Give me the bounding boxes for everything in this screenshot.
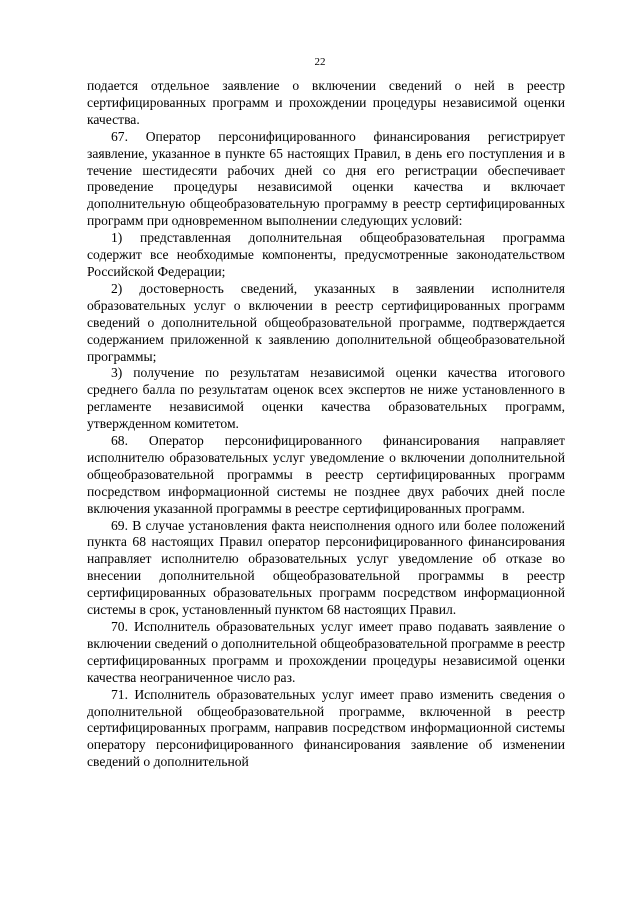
paragraph-67-item-2: 2) достоверность сведений, указанных в заявлении исполнителя образовательных услуг о включении в реестр сертифицированных программ сведений о дополнительной общеобразовательной программе, подтверждается содержанием приложенной к заявлению дополнительной общеобразовательной программы; xyxy=(87,280,565,364)
paragraph-67: 67. Оператор персонифицированного финансирования регистрирует заявление, указанное в пункте 65 настоящих Правил, в день его поступления и в течение шестидесяти рабочих дней со дня его регистрации обеспечивает проведение процедуры независимой оценки качества и включает дополнительную общеобразовательную программу в реестр сертифицированных программ при одновременном выполнении следующих условий: xyxy=(87,128,565,229)
document-body xyxy=(87,78,565,771)
paragraph-71: 71. Исполнитель образовательных услуг имеет право изменить сведения о дополнительной общеобразовательной программе, включенной в реестр сертифицированных программ, направив посредством информационной системы оператору персонифицированного финансирования заявление об изменении сведений о дополнительной xyxy=(87,686,565,770)
paragraph-70: 70. Исполнитель образовательных услуг имеет право подавать заявление о включении сведений о дополнительной общеобразовательной программе в реестр сертифицированных программ и прохождении процедуры независимой оценки качества неограниченное число раз. xyxy=(87,619,565,685)
page-number: 22 xyxy=(314,56,326,68)
paragraph-69: 69. В случае установления факта неисполнения одного или более положений пункта 68 настоящих Правил оператор персонифицированного финансирования направляет исполнителю образовательных услуг уведомление об отказе во внесении дополнительной общеобразовательной программы в реестр сертифицированных образовательных программ посредством информационной системы в срок, установленный пунктом 68 настоящих Правил. xyxy=(87,517,565,618)
paragraph-67-item-3: 3) получение по результатам независимой оценки качества итогового среднего балла по результатам оценок всех экспертов не ниже установленного в регламенте независимой оценки качества образовательных программ, утвержденном комитетом. xyxy=(87,365,565,432)
paragraph-68: 68. Оператор персонифицированного финансирования направляет исполнителю образовательных услуг уведомление о включении дополнительной общеобразовательной программы в реестр сертифицированных программ посредством информационной системы не позднее двух рабочих дней после включения указанной программы в реестре сертифицированных программ. xyxy=(87,433,565,516)
paragraph-67-item-1: 1) представленная дополнительная общеобразовательная программа содержит все необходимые компоненты, предусмотренные законодательством Российской Федерации; xyxy=(87,230,565,279)
paragraph-continuation: подается отдельное заявление о включении сведений о ней в реестр сертифицированных программ и прохождении процедуры независимой оценки качества. xyxy=(87,78,565,127)
